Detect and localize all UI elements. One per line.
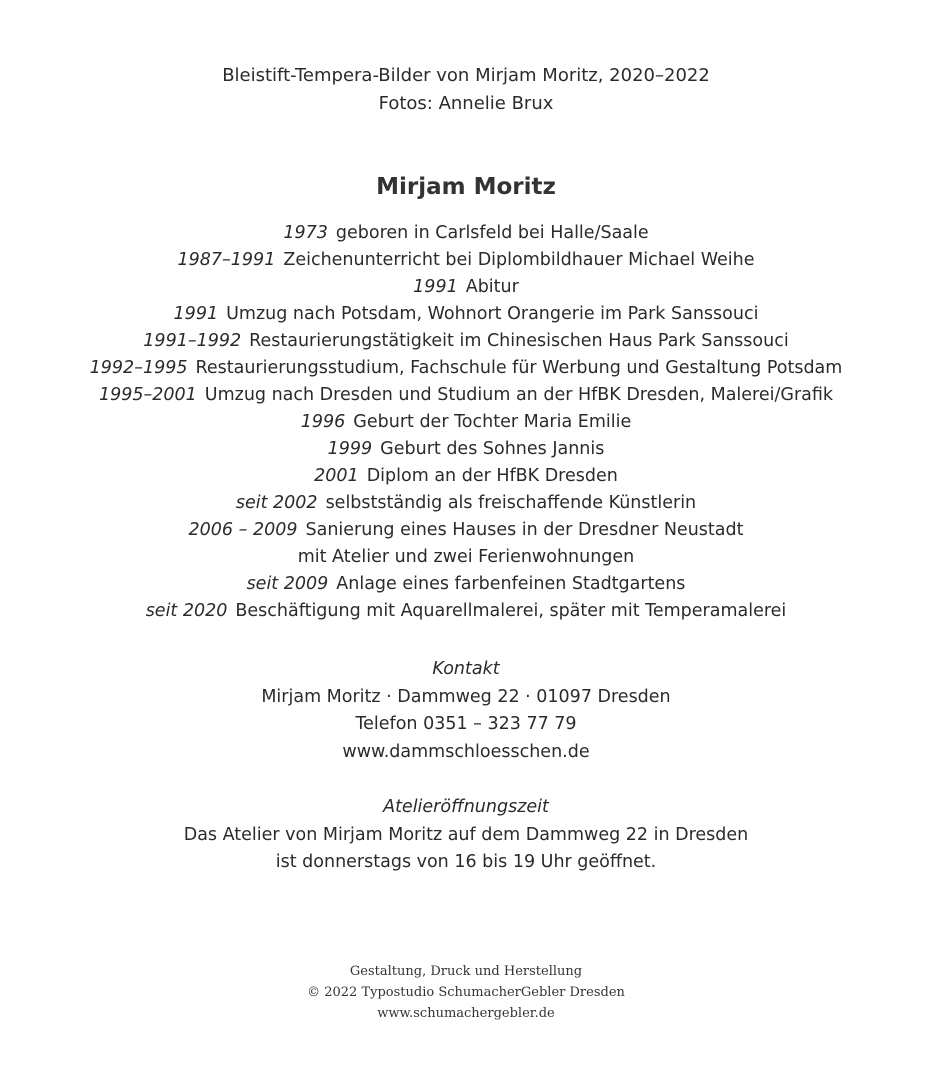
- biography-year: 1991–1992: [143, 331, 242, 351]
- biography-entry: [0, 436, 932, 463]
- imprint-line: © 2022 Typostudio SchumacherGebler Dresden: [307, 985, 625, 1000]
- biography-entry: [0, 571, 932, 598]
- biography-year: seit 2009: [246, 574, 329, 594]
- biography-entry: [0, 463, 932, 490]
- biography-year: 1991: [413, 277, 458, 297]
- biography-text: Beschäftigung mit Aquarellmalerei, später mit Temperamalerei: [235, 601, 787, 621]
- biography-text: Abitur: [465, 277, 519, 297]
- biography-entry: [0, 355, 932, 382]
- biography-entry: [0, 220, 932, 247]
- biography-year: 2006 – 2009: [188, 520, 298, 540]
- opening-hours-line: ist donnerstags von 16 bis 19 Uhr geöffnet.: [275, 852, 657, 872]
- biography-entry: [0, 598, 932, 625]
- biography-year: 1992–1995: [89, 358, 188, 378]
- biography-entry: [0, 301, 932, 328]
- photo-credits: [0, 62, 932, 118]
- biography-year: 1987–1991: [177, 250, 276, 270]
- biography-entry: [0, 274, 932, 301]
- biography-year: 1995–2001: [98, 385, 197, 405]
- biography-year: 1991: [173, 304, 219, 324]
- artist-name-heading: Mirjam Moritz: [376, 174, 556, 200]
- biography-entry: [0, 490, 932, 517]
- contact-website: www.dammschloesschen.de: [342, 741, 590, 762]
- biography-text: Sanierung eines Hauses in der Dresdner Neustadt: [305, 520, 744, 540]
- biography-text: selbstständig als freischaffende Künstlerin: [325, 493, 697, 513]
- credits-line-works: Bleistift-Tempera-Bilder von Mirjam Moritz, 2020–2022: [222, 65, 710, 86]
- imprint-website: www.schumachergebler.de: [377, 1006, 555, 1021]
- contact-phone: Telefon 0351 – 323 77 79: [355, 714, 577, 734]
- biography-entry: [0, 328, 932, 355]
- imprint-line: Gestaltung, Druck und Herstellung: [349, 964, 583, 979]
- biography-text: Restaurierungsstudium, Fachschule für Werbung und Gestaltung Potsdam: [195, 358, 843, 378]
- biography-year: 1996: [300, 412, 346, 432]
- imprint-section: [0, 961, 932, 1024]
- biography-text: Geburt der Tochter Maria Emilie: [353, 412, 632, 432]
- biography-text: Umzug nach Potsdam, Wohnort Orangerie im Park Sanssouci: [226, 304, 759, 324]
- biography-text: Restaurierungstätigkeit im Chinesischen Haus Park Sanssouci: [249, 331, 789, 351]
- biography-entry-continuation: [0, 544, 932, 571]
- biography-text: mit Atelier und zwei Ferienwohnungen: [297, 547, 635, 567]
- biography-text: Geburt des Sohnes Jannis: [380, 439, 605, 459]
- biography-year: 1999: [327, 439, 373, 459]
- biography-year: seit 2020: [145, 601, 228, 621]
- biography-year: 1973: [283, 223, 328, 243]
- biography-text: geboren in Carlsfeld bei Halle/Saale: [335, 223, 649, 243]
- biography-year: 2001: [314, 466, 359, 486]
- biography-entry: [0, 382, 932, 409]
- contact-section: [0, 656, 932, 766]
- biography-entry: [0, 409, 932, 436]
- biography-list: [0, 220, 932, 625]
- biography-text: Umzug nach Dresden und Studium an der HfBK Dresden, Malerei/Grafik: [204, 385, 834, 405]
- biography-text: Anlage eines farbenfeinen Stadtgartens: [336, 574, 686, 594]
- biography-entry: [0, 517, 932, 544]
- biography-text: Diplom an der HfBK Dresden: [366, 466, 618, 486]
- biography-entry: [0, 247, 932, 274]
- opening-hours-section: [0, 794, 932, 877]
- contact-address: Mirjam Moritz · Dammweg 22 · 01097 Dresden: [261, 686, 671, 707]
- credits-line-photos: Fotos: Annelie Brux: [378, 93, 554, 114]
- opening-hours-heading: Atelieröffnungszeit: [383, 797, 549, 817]
- opening-hours-line: Das Atelier von Mirjam Moritz auf dem Dammweg 22 in Dresden: [183, 824, 749, 845]
- biography-year: seit 2002: [235, 493, 318, 513]
- biography-text: Zeichenunterricht bei Diplombildhauer Michael Weihe: [283, 250, 755, 270]
- contact-heading: Kontakt: [432, 659, 500, 679]
